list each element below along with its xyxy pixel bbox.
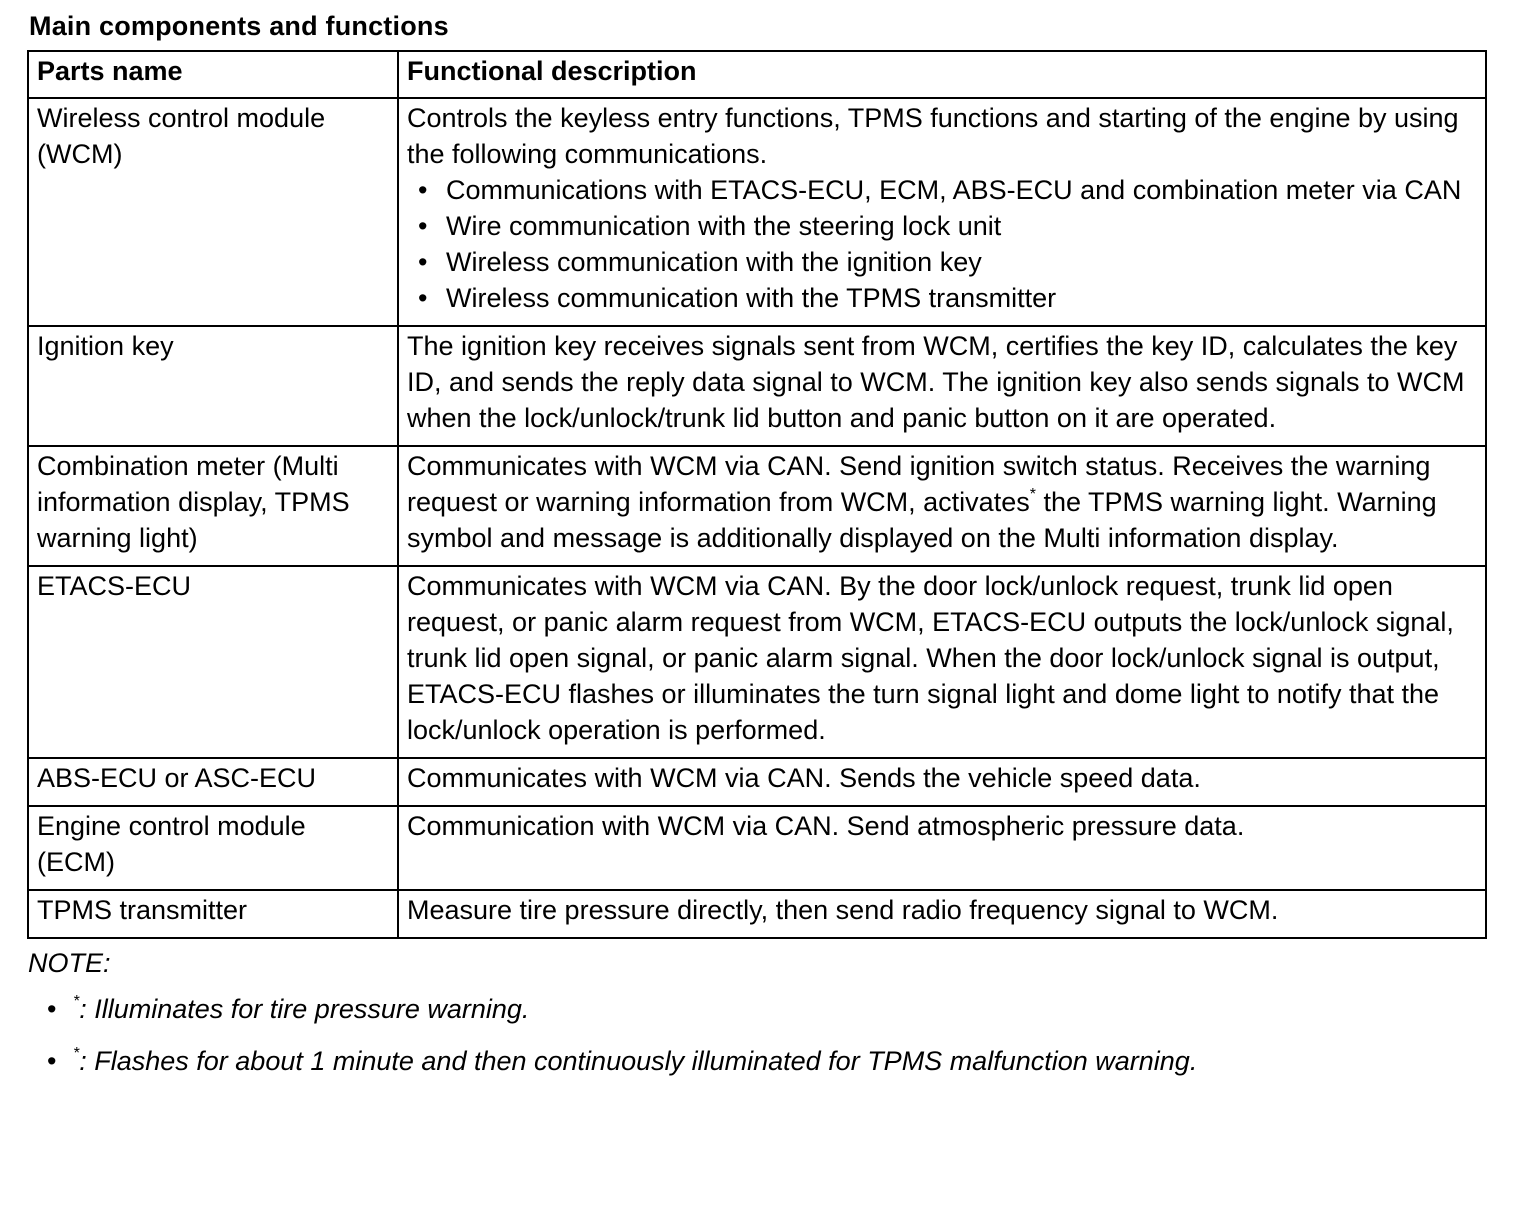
footnote-mark: * <box>73 1045 80 1062</box>
part-name: ETACS-ECU <box>28 566 398 758</box>
part-name: Ignition key <box>28 326 398 446</box>
bullet-icon: • <box>418 211 428 241</box>
communications-list <box>407 172 1477 316</box>
functional-description: Communicates with WCM via CAN. Sends the vehicle speed data. <box>398 758 1486 806</box>
part-name: Wireless control module (WCM) <box>28 98 398 326</box>
bullet-icon: • <box>47 994 57 1024</box>
list-item <box>407 244 1477 280</box>
note-title: NOTE: <box>28 948 111 978</box>
table-row <box>28 566 1486 758</box>
table-row <box>28 98 1486 326</box>
functional-description: Measure tire pressure directly, then send radio frequency signal to WCM. <box>398 890 1486 938</box>
note-list <box>27 991 1485 1079</box>
description-text-after-mark: the TPMS warning light. Warning symbol and message is additionally displayed on the Multi information display. <box>407 487 1437 553</box>
document-page <box>27 8 1485 1095</box>
description-text: Controls the keyless entry functions, TPMS functions and starting of the engine by using the following communications. <box>407 103 1459 169</box>
part-name: Combination meter (Multi information display, TPMS warning light) <box>28 446 398 566</box>
list-item-text: Wireless communication with the ignition key <box>446 247 982 277</box>
table-row <box>28 806 1486 890</box>
list-item <box>407 208 1477 244</box>
part-name: Engine control module (ECM) <box>28 806 398 890</box>
footnote-mark: * <box>1029 486 1036 503</box>
note-item-text: : Illuminates for tire pressure warning. <box>79 994 530 1024</box>
list-item <box>407 172 1477 208</box>
section-title: Main components and functions <box>29 11 449 41</box>
header-parts-name: Parts name <box>28 51 398 98</box>
components-table <box>27 50 1487 939</box>
bullet-icon: • <box>418 175 428 205</box>
list-item-text: Wire communication with the steering lock unit <box>446 211 1002 241</box>
note-item <box>27 991 1485 1027</box>
functional-description: The ignition key receives signals sent from WCM, certifies the key ID, calculates the key ID, and sends the reply data signal to WCM. The ignition key also sends signals to WCM when the lock/unlock/trunk lid button and panic button on it are operated. <box>398 326 1486 446</box>
description-text-before-mark: Communicates with WCM via CAN. Send ignition switch status. Receives the warning request or warning information from WCM, activates <box>407 451 1431 517</box>
note-item <box>27 1043 1485 1079</box>
list-item-text: Communications with ETACS-ECU, ECM, ABS-ECU and combination meter via CAN <box>446 175 1462 205</box>
part-name: TPMS transmitter <box>28 890 398 938</box>
functional-description <box>398 446 1486 566</box>
table-header-row <box>28 51 1486 98</box>
part-name: ABS-ECU or ASC-ECU <box>28 758 398 806</box>
note-section <box>27 945 1485 1079</box>
note-item-text: : Flashes for about 1 minute and then continuously illuminated for TPMS malfunction warning. <box>79 1046 1198 1076</box>
bullet-icon: • <box>418 283 428 313</box>
table-row <box>28 890 1486 938</box>
list-item-text: Wireless communication with the TPMS transmitter <box>446 283 1057 313</box>
header-functional-description: Functional description <box>398 51 1486 98</box>
functional-description: Communication with WCM via CAN. Send atmospheric pressure data. <box>398 806 1486 890</box>
table-row <box>28 326 1486 446</box>
bullet-icon: • <box>418 247 428 277</box>
table-row <box>28 758 1486 806</box>
footnote-mark: * <box>73 993 80 1010</box>
table-row <box>28 446 1486 566</box>
bullet-icon: • <box>47 1046 57 1076</box>
functional-description: Communicates with WCM via CAN. By the door lock/unlock request, trunk lid open request, or panic alarm request from WCM, ETACS-ECU outputs the lock/unlock signal, trunk lid open signal, or panic alarm signal. When the door lock/unlock signal is output, ETACS-ECU flashes or illuminates the turn signal light and dome light to notify that the lock/unlock operation is performed. <box>398 566 1486 758</box>
functional-description <box>398 98 1486 326</box>
list-item <box>407 280 1477 316</box>
